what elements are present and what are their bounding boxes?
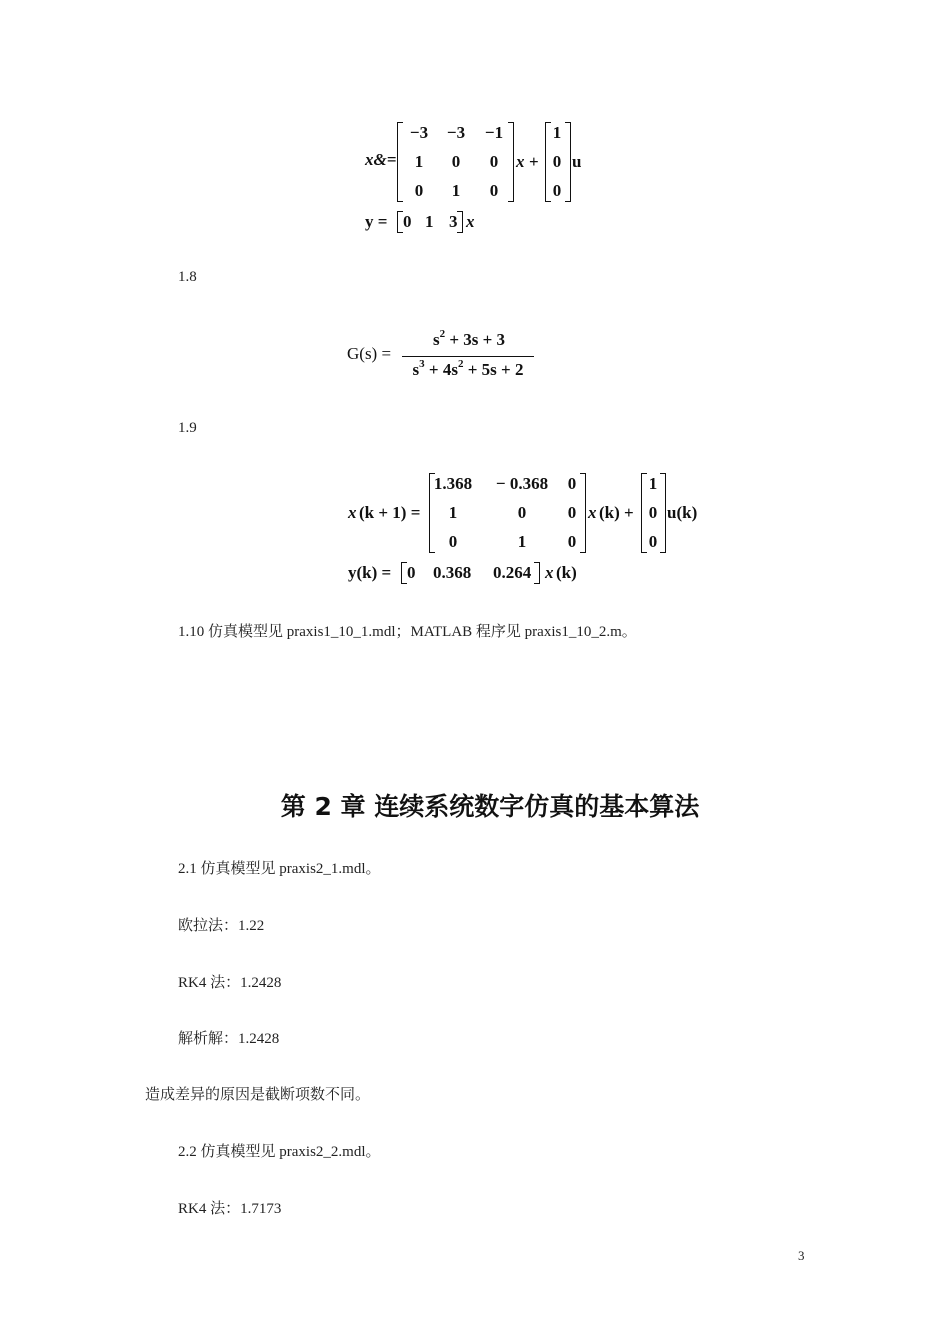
matrix-b-right-bracket (660, 473, 666, 553)
paragraph-1-10: 1.10 仿真模型见 praxis1_10_1.mdl；MATLAB 程序见 praxis1_10_2.m。 (178, 624, 637, 640)
state-vector-x: x (588, 503, 597, 522)
difference-reason: 造成差异的原因是截断项数不同。 (145, 1087, 371, 1103)
matrix-a-cell: −1 (484, 123, 504, 142)
section-label-1-8: 1.8 (178, 269, 197, 285)
rk4-result-2: RK4 法：1.7173 (178, 1201, 282, 1217)
transfer-function-lhs: G(s) = (347, 344, 392, 363)
matrix-a-cell: −3 (409, 123, 429, 142)
input-u: u (572, 152, 582, 171)
matrix-a-cell: 0 (489, 152, 499, 171)
matrix-a-cell: 1.368 (433, 474, 473, 493)
matrix-a-cell: −3 (446, 123, 466, 142)
output-yk-lhs: y(k) = (348, 563, 392, 582)
output-y-lhs: y = (365, 212, 388, 231)
matrix-b-cell: 0 (552, 152, 562, 171)
matrix-a-cell: 1 (517, 532, 527, 551)
matrix-a-cell: 0 (567, 474, 577, 493)
matrix-a-cell: 1 (448, 503, 458, 522)
matrix-c-right-bracket (457, 211, 463, 233)
matrix-b-cell: 0 (648, 532, 658, 551)
matrix-c-cell: 3 (449, 212, 458, 231)
discrete-xk-argument: (k) + (599, 503, 634, 522)
state-vector-x: x (516, 152, 525, 171)
matrix-a-cell: 0 (414, 181, 424, 200)
matrix-b-cell: 1 (552, 123, 562, 142)
matrix-b-cell: 0 (648, 503, 658, 522)
plus-sign: + (529, 152, 539, 171)
xdot-lhs: x&= (365, 150, 397, 169)
matrix-a-cell: 1 (451, 181, 461, 200)
matrix-a-right-bracket (580, 473, 586, 553)
matrix-c-cell: 1 (425, 212, 434, 231)
matrix-a-cell: 0 (451, 152, 461, 171)
matrix-b-cell: 0 (552, 181, 562, 200)
section-label-1-9: 1.9 (178, 420, 197, 436)
numerator: $s^2 + 3s + 3$ (432, 328, 506, 349)
matrix-a-cell: 0 (567, 503, 577, 522)
matrix-a-cell: 0 (567, 532, 577, 551)
matrix-a-cell: − 0.368 (495, 474, 549, 493)
denominator: $s^3 + 4s^2 + 5s + 2$ (412, 358, 524, 379)
matrix-a-right-bracket (508, 122, 514, 202)
input-uk: u(k) (667, 503, 698, 522)
discrete-y-argument: (k) (556, 563, 577, 582)
fraction-bar (402, 356, 534, 357)
matrix-c-cell: 0 (403, 212, 412, 231)
matrix-c-cell: 0.368 (433, 563, 472, 582)
matrix-a-cell: 0 (448, 532, 458, 551)
matrix-c-right-bracket (534, 562, 540, 584)
rk4-result: RK4 法：1.2428 (178, 975, 282, 991)
matrix-c-cell: 0.264 (493, 563, 532, 582)
euler-result: 欧拉法：1.22 (178, 918, 265, 934)
chapter-title: 第 2 章 连续系统数字仿真的基本算法 (280, 792, 700, 821)
paragraph-2-1: 2.1 仿真模型见 praxis2_1.mdl。 (178, 861, 381, 877)
discrete-lhs-argument: (k + 1) = (359, 503, 421, 522)
state-vector-x: x (466, 212, 475, 231)
matrix-b-right-bracket (565, 122, 571, 202)
state-vector-x: x (348, 503, 357, 522)
paragraph-2-2: 2.2 仿真模型见 praxis2_2.mdl。 (178, 1144, 381, 1160)
page-number: 3 (798, 1248, 805, 1263)
matrix-a-cell: 0 (489, 181, 499, 200)
matrix-c-cell: 0 (407, 563, 416, 582)
matrix-a-cell: 1 (414, 152, 424, 171)
matrix-a-cell: 0 (517, 503, 527, 522)
analytic-result: 解析解：1.2428 (178, 1031, 280, 1047)
state-vector-x: x (545, 563, 554, 582)
matrix-b-cell: 1 (648, 474, 658, 493)
